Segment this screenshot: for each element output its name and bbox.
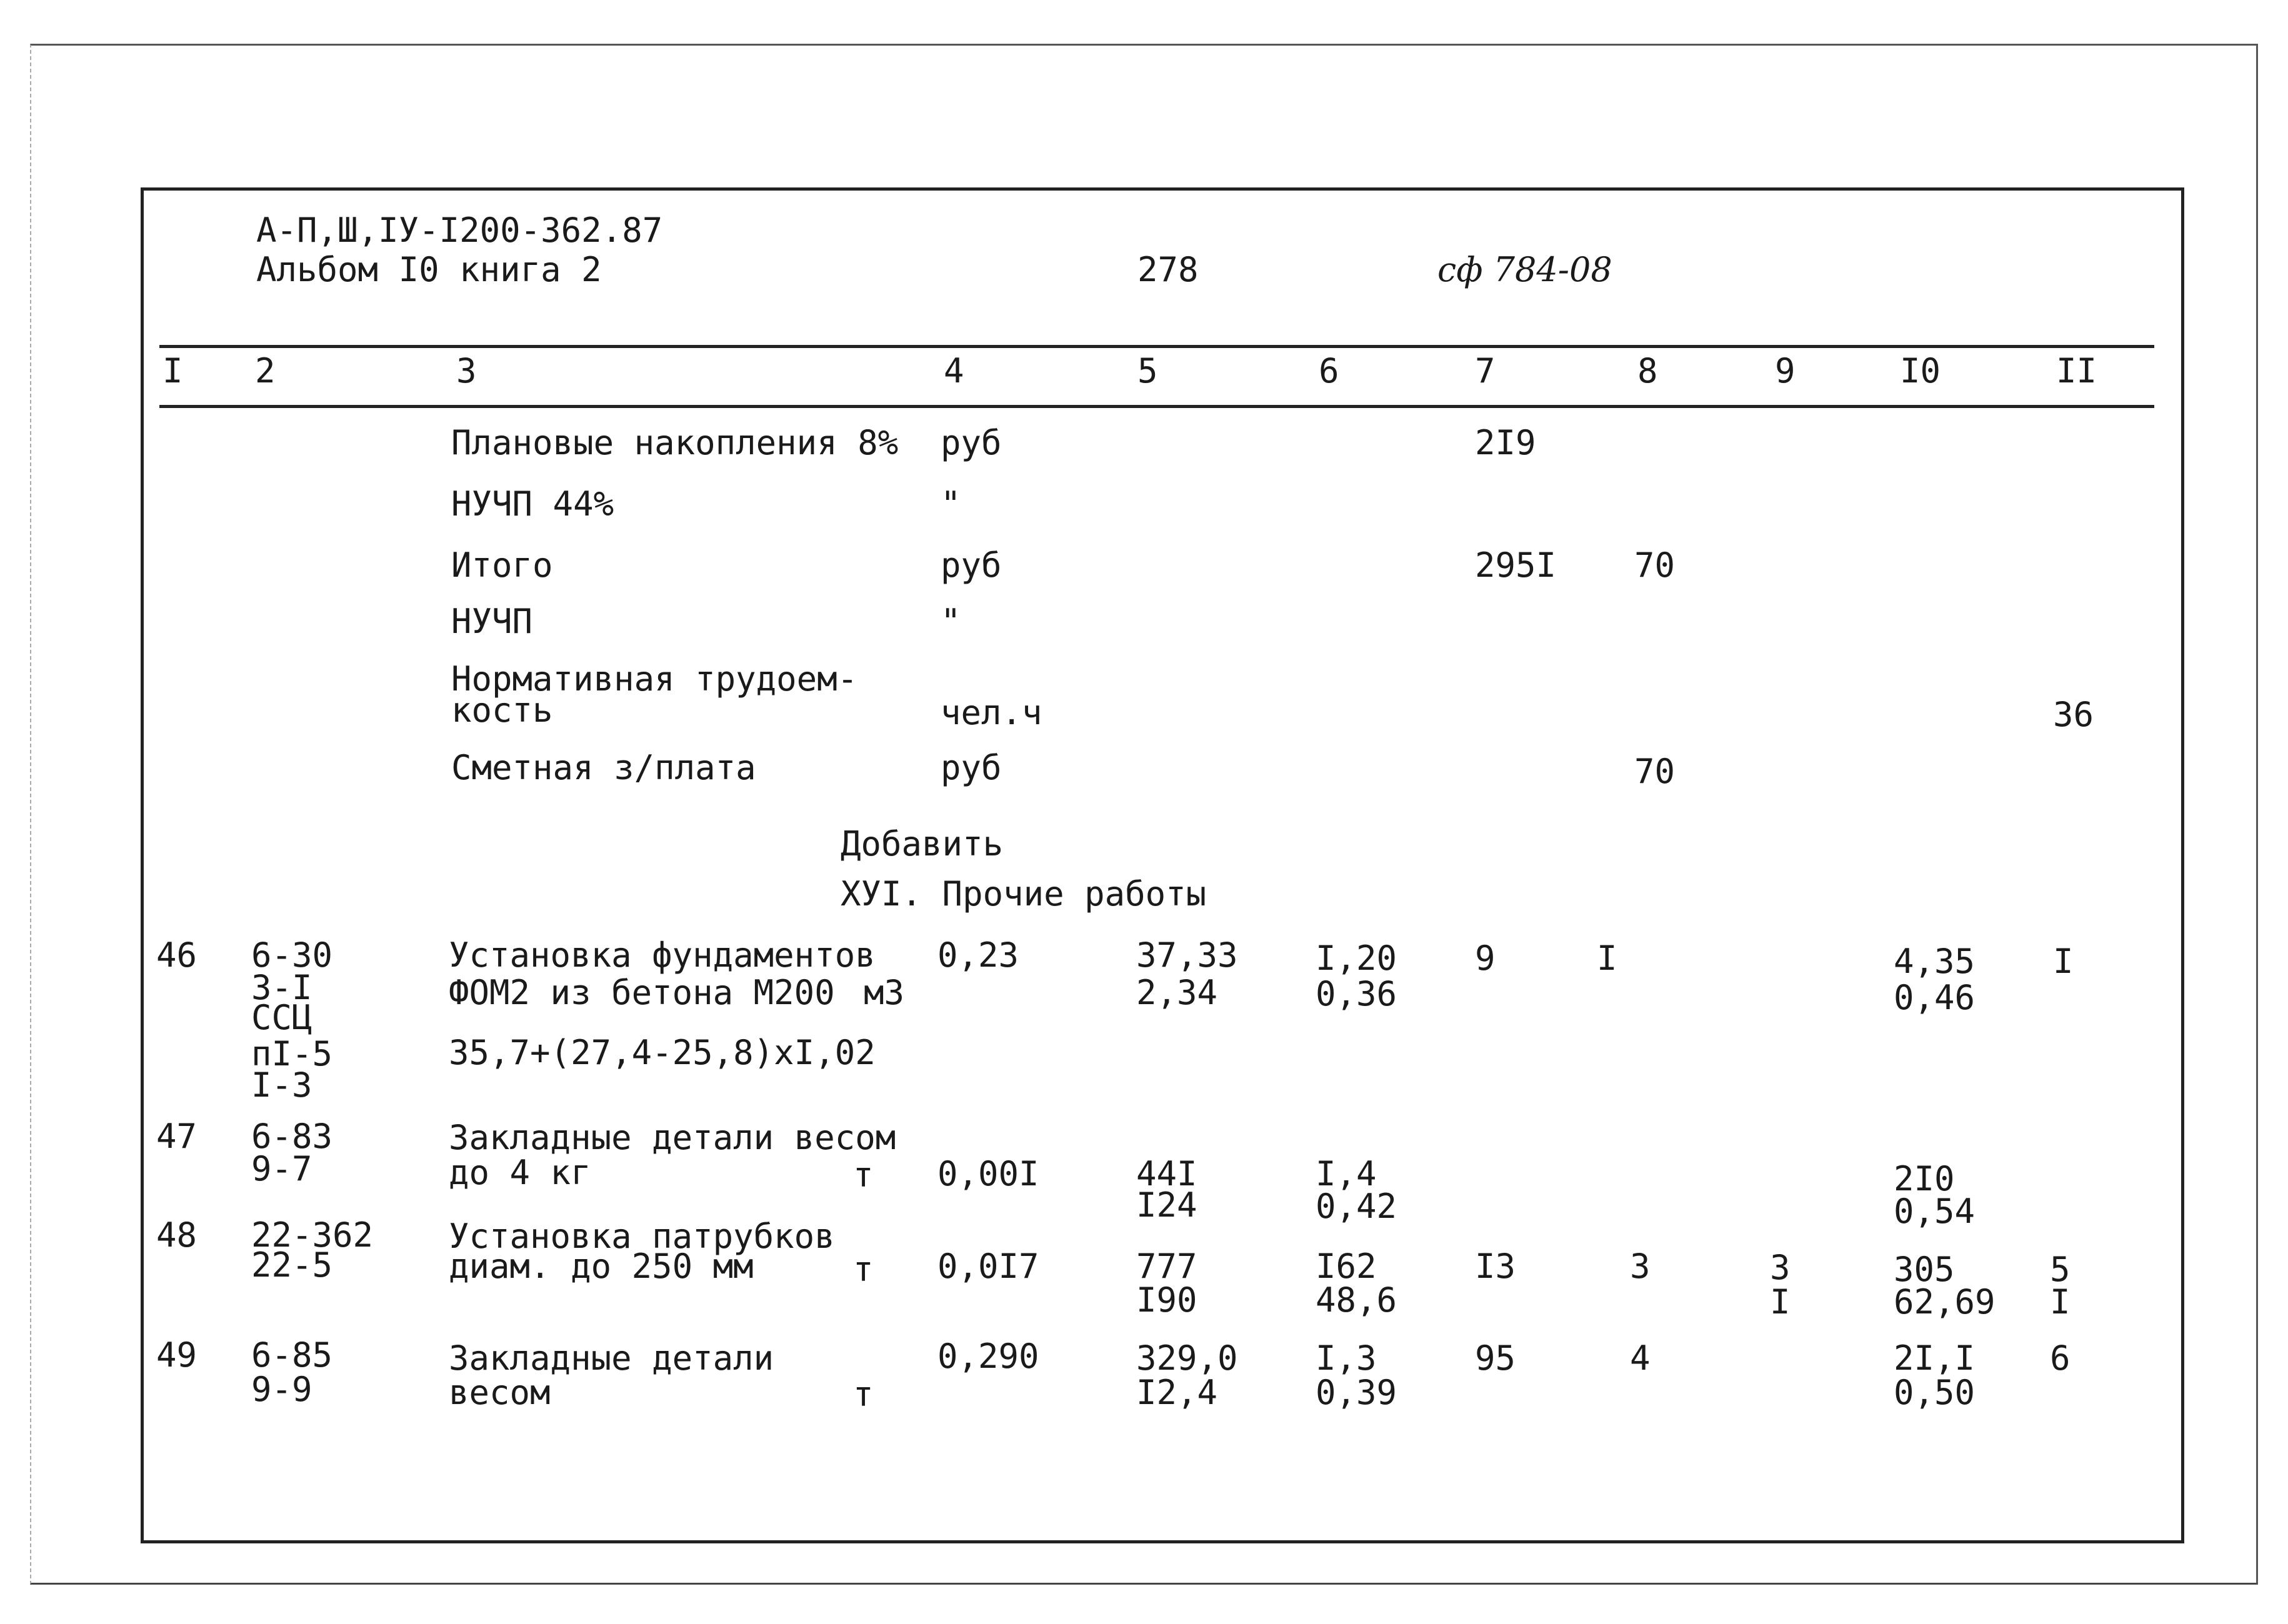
row-col8: I	[1597, 939, 1617, 978]
col-header-8: 8	[1637, 351, 1658, 391]
row-col6: I,3	[1316, 1338, 1377, 1378]
col-header-9: 9	[1775, 351, 1796, 391]
handwritten-stamp: сф 784-08	[1437, 250, 1612, 289]
row-description: Установка фундаментов	[449, 935, 876, 975]
summary-value: 2I9	[1475, 423, 1536, 462]
summary-unit: руб	[941, 545, 1002, 585]
summary-label: НУЧП	[451, 602, 533, 641]
document-code: А-П,Ш,IУ-I200-362.87	[256, 211, 663, 250]
summary-unit: "	[941, 484, 961, 524]
header-top-rule	[159, 345, 2154, 348]
row-col8: 4	[1630, 1338, 1651, 1378]
col-header-11: II	[2056, 351, 2097, 391]
row-number: 49	[156, 1335, 197, 1375]
row-code: пI-5	[251, 1034, 333, 1074]
row-col5: 44I	[1136, 1154, 1197, 1193]
row-unit: т	[853, 1250, 874, 1289]
summary-unit: руб	[941, 423, 1002, 462]
col-header-10: I0	[1900, 351, 1941, 391]
row-code: ССЦ	[251, 998, 312, 1037]
row-col11: 5	[2050, 1250, 2071, 1289]
row-description: диам. до 250 мм	[449, 1247, 754, 1286]
summary-value: 70	[1634, 545, 1676, 585]
row-col10: 2I0	[1894, 1159, 1955, 1198]
header-bottom-rule	[159, 405, 2154, 408]
row-col10: 62,69	[1894, 1282, 1996, 1322]
row-col5: 37,33	[1136, 935, 1238, 975]
row-col7: 9	[1475, 939, 1496, 978]
row-code: 6-85	[251, 1335, 333, 1375]
row-description: Установка патрубков	[449, 1217, 835, 1256]
summary-label: НУЧП 44%	[451, 484, 614, 524]
row-col6: 0,36	[1316, 974, 1397, 1014]
row-col10: 0,54	[1894, 1192, 1976, 1231]
row-col6: I,4	[1316, 1154, 1377, 1193]
row-number: 47	[156, 1117, 197, 1156]
row-unit: т	[853, 1155, 874, 1195]
row-description: Закладные детали весом	[449, 1118, 896, 1157]
row-col6: 0,42	[1316, 1187, 1397, 1226]
summary-label: кость	[451, 690, 553, 730]
row-quantity: 0,00I	[937, 1154, 1039, 1193]
page-number: 278	[1137, 250, 1199, 289]
row-number: 48	[156, 1215, 197, 1255]
row-code: 22-362	[251, 1215, 374, 1255]
row-col6: 0,39	[1316, 1373, 1397, 1412]
row-col9: 3	[1770, 1248, 1791, 1287]
row-code: 6-83	[251, 1117, 333, 1156]
row-code: 22-5	[251, 1245, 333, 1285]
row-col5: 2,34	[1136, 973, 1218, 1012]
row-description: Закладные детали	[449, 1338, 774, 1378]
summary-value: 36	[2053, 695, 2094, 734]
row-col10: 2I,I	[1894, 1338, 1976, 1378]
row-col11: 6	[2050, 1338, 2071, 1378]
row-quantity: 0,23	[937, 935, 1019, 975]
summary-label: Итого	[451, 545, 553, 585]
row-code: 9-9	[251, 1370, 312, 1409]
row-col10: 0,50	[1894, 1373, 1976, 1412]
section-title: ХУI. Прочие работы	[841, 874, 1207, 914]
row-code: 3-I	[251, 968, 312, 1007]
row-col10: 4,35	[1894, 942, 1976, 981]
row-col5: I24	[1136, 1185, 1197, 1225]
col-header-2: 2	[255, 351, 276, 391]
row-code: 6-30	[251, 935, 333, 975]
summary-label: Нормативная трудоем-	[451, 659, 858, 699]
row-description: весом	[449, 1373, 551, 1412]
col-header-4: 4	[944, 351, 964, 391]
row-col11: I	[2053, 942, 2074, 981]
row-col10: 305	[1894, 1250, 1955, 1289]
col-header-3: 3	[456, 351, 477, 391]
row-col6: 48,6	[1316, 1280, 1397, 1320]
summary-unit: чел.ч	[941, 693, 1042, 732]
row-quantity: 0,290	[937, 1337, 1039, 1376]
row-col7: I3	[1475, 1247, 1516, 1286]
col-header-1: I	[162, 351, 183, 391]
row-col5: I90	[1136, 1280, 1197, 1320]
summary-unit: руб	[941, 748, 1002, 787]
row-code: 9-7	[251, 1149, 312, 1188]
row-col7: 95	[1475, 1338, 1516, 1378]
row-unit: т	[853, 1375, 874, 1414]
row-description: ФОМ2 из бетона М200	[449, 973, 835, 1012]
row-formula: 35,7+(27,4-25,8)хI,02	[449, 1033, 876, 1072]
summary-label: Плановые накопления 8%	[451, 423, 899, 462]
col-header-7: 7	[1475, 351, 1496, 391]
row-col9: I	[1770, 1282, 1791, 1322]
row-col10: 0,46	[1894, 978, 1976, 1017]
row-unit: м3	[864, 973, 905, 1012]
album-label: Альбом I0 книга 2	[256, 250, 602, 289]
row-col6: I62	[1316, 1247, 1377, 1286]
col-header-6: 6	[1319, 351, 1339, 391]
row-col11: I	[2050, 1282, 2071, 1322]
summary-value: 295I	[1475, 545, 1557, 585]
row-description: до 4 кг	[449, 1153, 591, 1192]
summary-value: 70	[1634, 752, 1676, 791]
summary-unit: "	[941, 602, 961, 641]
row-col6: I,20	[1316, 939, 1397, 978]
section-add-label: Добавить	[841, 824, 1004, 864]
row-col5: 329,0	[1136, 1338, 1238, 1378]
col-header-5: 5	[1137, 351, 1158, 391]
row-col5: 777	[1136, 1247, 1197, 1286]
row-col5: I2,4	[1136, 1373, 1218, 1412]
row-quantity: 0,0I7	[937, 1247, 1039, 1286]
row-col8: 3	[1630, 1247, 1651, 1286]
summary-label: Сметная з/плата	[451, 748, 756, 787]
row-number: 46	[156, 935, 197, 975]
row-code: I-3	[251, 1065, 312, 1105]
